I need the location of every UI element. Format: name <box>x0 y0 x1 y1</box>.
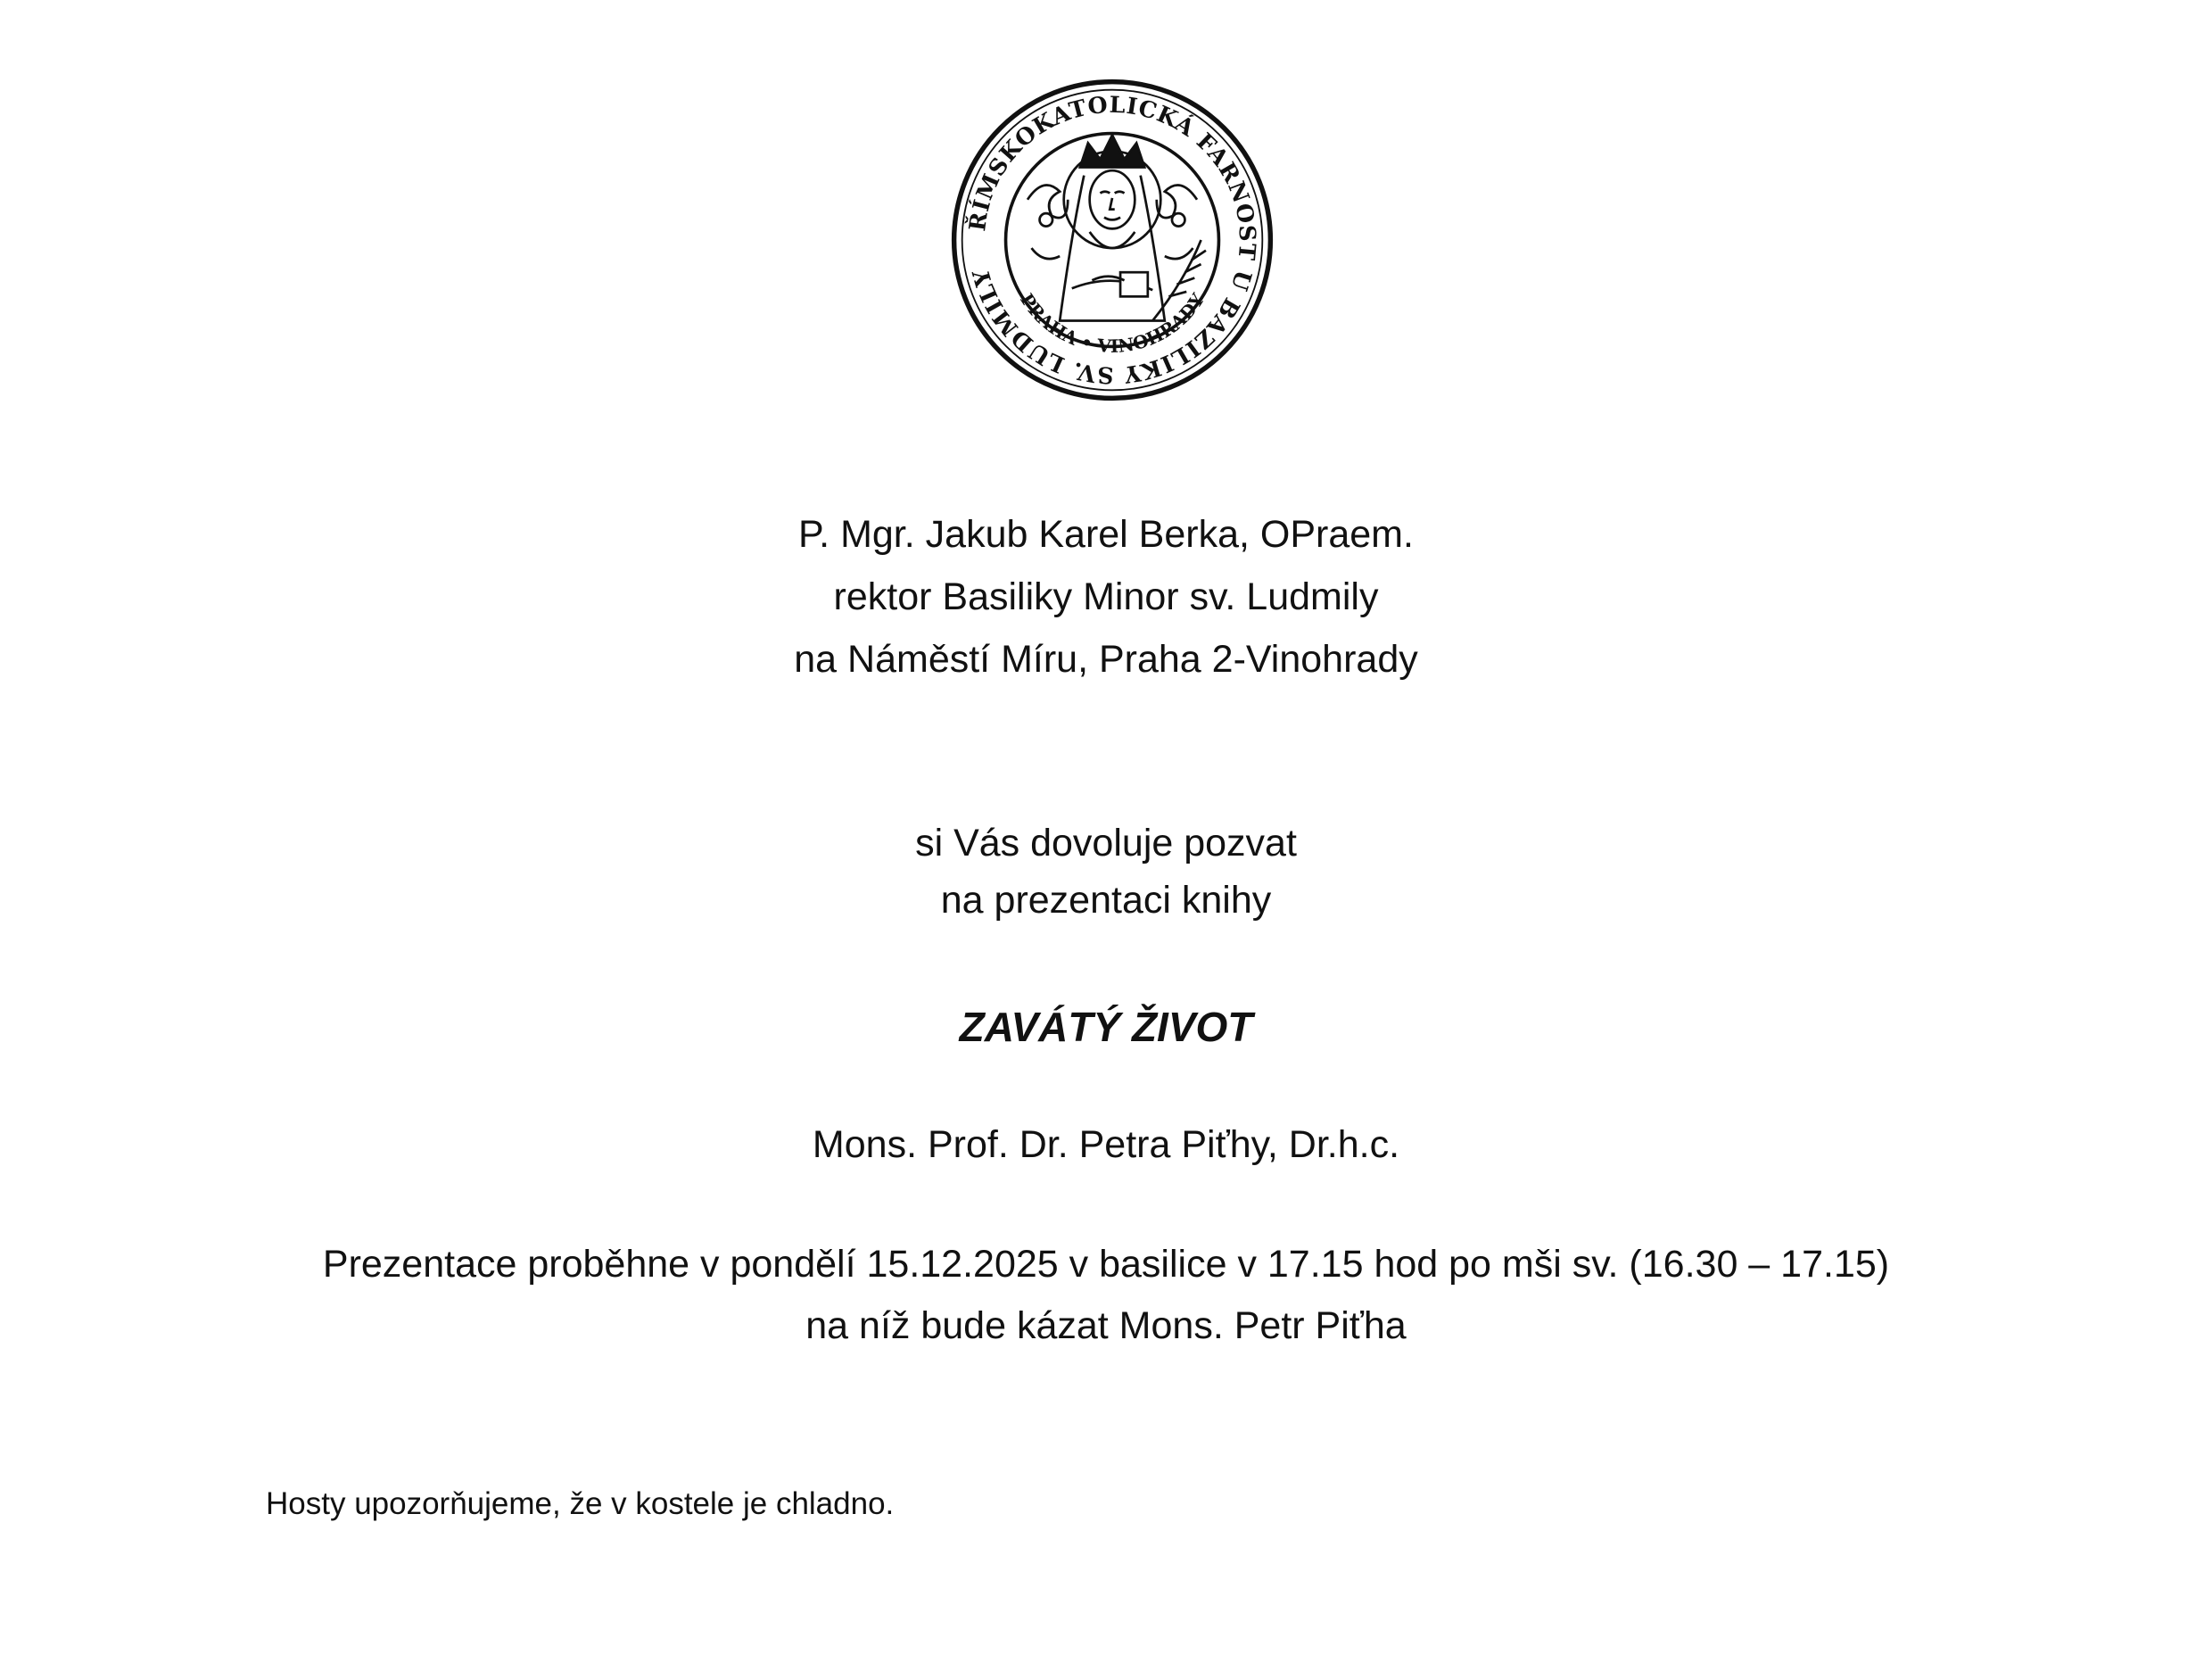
sender-address: na Náměstí Míru, Praha 2-Vinohrady <box>794 638 1418 681</box>
sender-role: rektor Basiliky Minor sv. Ludmily <box>833 575 1379 618</box>
event-preacher: na níž bude kázat Mons. Petr Piťha <box>805 1304 1407 1347</box>
invitation-line-2: na prezentaci knihy <box>940 879 1272 922</box>
footer-note: Hosty upozorňujeme, že v kostele je chladno. <box>266 1486 895 1521</box>
event-details: Prezentace proběhne v pondělí 15.12.2025 v basilice v 17.15 hod po mši sv. (16.30 – 17.15) <box>322 1243 1890 1286</box>
book-title: ZAVÁTÝ ŽIVOT <box>959 1004 1253 1050</box>
parish-seal-logo <box>951 79 1274 401</box>
sender-name: P. Mgr. Jakub Karel Berka, OPraem. <box>798 513 1414 556</box>
svg-text:ŘÍMSKOKATOLICKÁ FARNOST U BAZI: ŘÍMSKOKATOLICKÁ FARNOST U BAZILIKY SV. LUDMILY <box>963 90 1262 390</box>
invitation-line-1: si Vás dovoluje pozvat <box>915 822 1297 864</box>
book-author: Mons. Prof. Dr. Petra Piťhy, Dr.h.c. <box>812 1123 1400 1166</box>
svg-text:PRAHA • VINOHRADY: PRAHA • VINOHRADY <box>1016 289 1209 358</box>
